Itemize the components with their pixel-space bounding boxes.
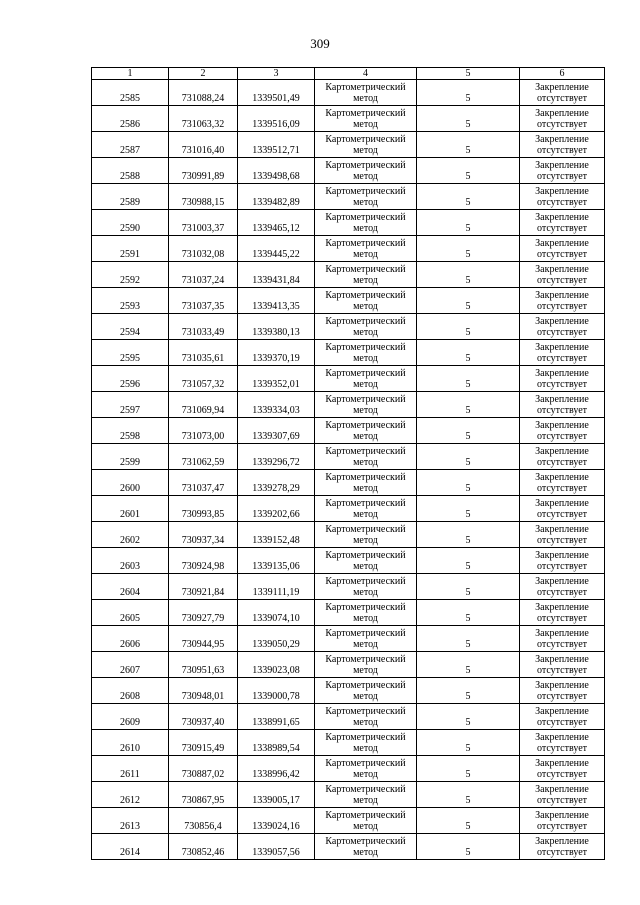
y-coordinate-cell: 1339334,03 bbox=[238, 392, 315, 418]
y-coordinate-cell: 1339024,16 bbox=[238, 808, 315, 834]
fixing-cell: Закрепление отсутствует bbox=[520, 184, 605, 210]
point-number-cell: 2600 bbox=[92, 470, 169, 496]
table-row bbox=[92, 704, 605, 730]
x-coordinate-cell: 731003,37 bbox=[169, 210, 238, 236]
x-coordinate-cell: 731063,32 bbox=[169, 106, 238, 132]
y-coordinate-cell: 1339152,48 bbox=[238, 522, 315, 548]
point-number-cell: 2593 bbox=[92, 288, 169, 314]
table-header-row bbox=[92, 68, 605, 80]
fixing-cell: Закрепление отсутствует bbox=[520, 574, 605, 600]
table-row bbox=[92, 444, 605, 470]
accuracy-cell: 5 bbox=[417, 600, 520, 626]
fixing-cell: Закрепление отсутствует bbox=[520, 808, 605, 834]
x-coordinate-cell: 730927,79 bbox=[169, 600, 238, 626]
x-coordinate-cell: 731033,49 bbox=[169, 314, 238, 340]
accuracy-cell: 5 bbox=[417, 756, 520, 782]
y-coordinate-cell: 1339370,19 bbox=[238, 340, 315, 366]
accuracy-cell: 5 bbox=[417, 574, 520, 600]
y-coordinate-cell: 1339352,01 bbox=[238, 366, 315, 392]
point-number-cell: 2595 bbox=[92, 340, 169, 366]
y-coordinate-cell: 1338989,54 bbox=[238, 730, 315, 756]
fixing-cell: Закрепление отсутствует bbox=[520, 444, 605, 470]
y-coordinate-cell: 1339023,08 bbox=[238, 652, 315, 678]
point-number-cell: 2614 bbox=[92, 834, 169, 860]
method-cell: Картометрический метод bbox=[315, 366, 417, 392]
point-number-cell: 2608 bbox=[92, 678, 169, 704]
column-header: 1 bbox=[92, 68, 169, 80]
fixing-cell: Закрепление отсутствует bbox=[520, 834, 605, 860]
y-coordinate-cell: 1339465,12 bbox=[238, 210, 315, 236]
y-coordinate-cell: 1338991,65 bbox=[238, 704, 315, 730]
fixing-cell: Закрепление отсутствует bbox=[520, 678, 605, 704]
point-number-cell: 2588 bbox=[92, 158, 169, 184]
method-cell: Картометрический метод bbox=[315, 210, 417, 236]
method-cell: Картометрический метод bbox=[315, 782, 417, 808]
column-header: 2 bbox=[169, 68, 238, 80]
table-row bbox=[92, 236, 605, 262]
point-number-cell: 2613 bbox=[92, 808, 169, 834]
x-coordinate-cell: 730988,15 bbox=[169, 184, 238, 210]
fixing-cell: Закрепление отсутствует bbox=[520, 782, 605, 808]
point-number-cell: 2598 bbox=[92, 418, 169, 444]
fixing-cell: Закрепление отсутствует bbox=[520, 158, 605, 184]
x-coordinate-cell: 730921,84 bbox=[169, 574, 238, 600]
table-row bbox=[92, 210, 605, 236]
fixing-cell: Закрепление отсутствует bbox=[520, 314, 605, 340]
method-cell: Картометрический метод bbox=[315, 184, 417, 210]
accuracy-cell: 5 bbox=[417, 678, 520, 704]
accuracy-cell: 5 bbox=[417, 418, 520, 444]
fixing-cell: Закрепление отсутствует bbox=[520, 418, 605, 444]
accuracy-cell: 5 bbox=[417, 184, 520, 210]
x-coordinate-cell: 731062,59 bbox=[169, 444, 238, 470]
y-coordinate-cell: 1339057,56 bbox=[238, 834, 315, 860]
accuracy-cell: 5 bbox=[417, 834, 520, 860]
accuracy-cell: 5 bbox=[417, 496, 520, 522]
table-row bbox=[92, 132, 605, 158]
point-number-cell: 2605 bbox=[92, 600, 169, 626]
column-header: 6 bbox=[520, 68, 605, 80]
y-coordinate-cell: 1339516,09 bbox=[238, 106, 315, 132]
accuracy-cell: 5 bbox=[417, 782, 520, 808]
x-coordinate-cell: 730991,89 bbox=[169, 158, 238, 184]
x-coordinate-cell: 731037,24 bbox=[169, 262, 238, 288]
x-coordinate-cell: 731037,35 bbox=[169, 288, 238, 314]
fixing-cell: Закрепление отсутствует bbox=[520, 470, 605, 496]
fixing-cell: Закрепление отсутствует bbox=[520, 366, 605, 392]
y-coordinate-cell: 1339135,06 bbox=[238, 548, 315, 574]
fixing-cell: Закрепление отсутствует bbox=[520, 756, 605, 782]
accuracy-cell: 5 bbox=[417, 730, 520, 756]
accuracy-cell: 5 bbox=[417, 210, 520, 236]
table-row bbox=[92, 522, 605, 548]
point-number-cell: 2612 bbox=[92, 782, 169, 808]
y-coordinate-cell: 1339307,69 bbox=[238, 418, 315, 444]
point-number-cell: 2606 bbox=[92, 626, 169, 652]
point-number-cell: 2602 bbox=[92, 522, 169, 548]
method-cell: Картометрический метод bbox=[315, 392, 417, 418]
method-cell: Картометрический метод bbox=[315, 522, 417, 548]
table-row bbox=[92, 80, 605, 106]
table-row bbox=[92, 834, 605, 860]
point-number-cell: 2590 bbox=[92, 210, 169, 236]
page-number: 309 bbox=[310, 36, 330, 51]
point-number-cell: 2603 bbox=[92, 548, 169, 574]
method-cell: Картометрический метод bbox=[315, 834, 417, 860]
y-coordinate-cell: 1339445,22 bbox=[238, 236, 315, 262]
y-coordinate-cell: 1339050,29 bbox=[238, 626, 315, 652]
table-row bbox=[92, 600, 605, 626]
table-row bbox=[92, 652, 605, 678]
table-row bbox=[92, 340, 605, 366]
point-number-cell: 2591 bbox=[92, 236, 169, 262]
method-cell: Картометрический метод bbox=[315, 574, 417, 600]
y-coordinate-cell: 1339431,84 bbox=[238, 262, 315, 288]
table-row bbox=[92, 366, 605, 392]
accuracy-cell: 5 bbox=[417, 652, 520, 678]
y-coordinate-cell: 1339202,66 bbox=[238, 496, 315, 522]
method-cell: Картометрический метод bbox=[315, 418, 417, 444]
y-coordinate-cell: 1339482,89 bbox=[238, 184, 315, 210]
y-coordinate-cell: 1339380,13 bbox=[238, 314, 315, 340]
point-number-cell: 2604 bbox=[92, 574, 169, 600]
method-cell: Картометрический метод bbox=[315, 106, 417, 132]
table-row bbox=[92, 392, 605, 418]
point-number-cell: 2597 bbox=[92, 392, 169, 418]
accuracy-cell: 5 bbox=[417, 158, 520, 184]
accuracy-cell: 5 bbox=[417, 392, 520, 418]
accuracy-cell: 5 bbox=[417, 626, 520, 652]
y-coordinate-cell: 1339512,71 bbox=[238, 132, 315, 158]
point-number-cell: 2596 bbox=[92, 366, 169, 392]
x-coordinate-cell: 731032,08 bbox=[169, 236, 238, 262]
x-coordinate-cell: 730951,63 bbox=[169, 652, 238, 678]
x-coordinate-cell: 731037,47 bbox=[169, 470, 238, 496]
x-coordinate-cell: 730937,40 bbox=[169, 704, 238, 730]
accuracy-cell: 5 bbox=[417, 366, 520, 392]
method-cell: Картометрический метод bbox=[315, 704, 417, 730]
fixing-cell: Закрепление отсутствует bbox=[520, 730, 605, 756]
point-number-cell: 2609 bbox=[92, 704, 169, 730]
point-number-cell: 2587 bbox=[92, 132, 169, 158]
x-coordinate-cell: 730944,95 bbox=[169, 626, 238, 652]
accuracy-cell: 5 bbox=[417, 132, 520, 158]
y-coordinate-cell: 1339498,68 bbox=[238, 158, 315, 184]
column-header: 4 bbox=[315, 68, 417, 80]
x-coordinate-cell: 730924,98 bbox=[169, 548, 238, 574]
accuracy-cell: 5 bbox=[417, 704, 520, 730]
x-coordinate-cell: 731035,61 bbox=[169, 340, 238, 366]
accuracy-cell: 5 bbox=[417, 314, 520, 340]
method-cell: Картометрический метод bbox=[315, 652, 417, 678]
method-cell: Картометрический метод bbox=[315, 808, 417, 834]
fixing-cell: Закрепление отсутствует bbox=[520, 288, 605, 314]
accuracy-cell: 5 bbox=[417, 288, 520, 314]
column-header: 5 bbox=[417, 68, 520, 80]
x-coordinate-cell: 730993,85 bbox=[169, 496, 238, 522]
accuracy-cell: 5 bbox=[417, 262, 520, 288]
fixing-cell: Закрепление отсутствует bbox=[520, 392, 605, 418]
x-coordinate-cell: 730937,34 bbox=[169, 522, 238, 548]
table-row bbox=[92, 184, 605, 210]
fixing-cell: Закрепление отсутствует bbox=[520, 210, 605, 236]
table-row bbox=[92, 418, 605, 444]
accuracy-cell: 5 bbox=[417, 522, 520, 548]
y-coordinate-cell: 1339000,78 bbox=[238, 678, 315, 704]
x-coordinate-cell: 731069,94 bbox=[169, 392, 238, 418]
fixing-cell: Закрепление отсутствует bbox=[520, 80, 605, 106]
y-coordinate-cell: 1338996,42 bbox=[238, 756, 315, 782]
table-body bbox=[92, 80, 605, 860]
accuracy-cell: 5 bbox=[417, 444, 520, 470]
table-row bbox=[92, 288, 605, 314]
x-coordinate-cell: 731057,32 bbox=[169, 366, 238, 392]
fixing-cell: Закрепление отсутствует bbox=[520, 522, 605, 548]
table-row bbox=[92, 470, 605, 496]
x-coordinate-cell: 730887,02 bbox=[169, 756, 238, 782]
table-row bbox=[92, 756, 605, 782]
point-number-cell: 2585 bbox=[92, 80, 169, 106]
method-cell: Картометрический метод bbox=[315, 236, 417, 262]
table-row bbox=[92, 158, 605, 184]
method-cell: Картометрический метод bbox=[315, 314, 417, 340]
x-coordinate-cell: 731073,00 bbox=[169, 418, 238, 444]
method-cell: Картометрический метод bbox=[315, 678, 417, 704]
fixing-cell: Закрепление отсутствует bbox=[520, 626, 605, 652]
method-cell: Картометрический метод bbox=[315, 444, 417, 470]
accuracy-cell: 5 bbox=[417, 340, 520, 366]
accuracy-cell: 5 bbox=[417, 106, 520, 132]
method-cell: Картометрический метод bbox=[315, 496, 417, 522]
table-row bbox=[92, 314, 605, 340]
y-coordinate-cell: 1339111,19 bbox=[238, 574, 315, 600]
table-row bbox=[92, 782, 605, 808]
method-cell: Картометрический метод bbox=[315, 340, 417, 366]
point-number-cell: 2586 bbox=[92, 106, 169, 132]
method-cell: Картометрический метод bbox=[315, 626, 417, 652]
accuracy-cell: 5 bbox=[417, 80, 520, 106]
table-row bbox=[92, 496, 605, 522]
table-row bbox=[92, 626, 605, 652]
fixing-cell: Закрепление отсутствует bbox=[520, 548, 605, 574]
method-cell: Картометрический метод bbox=[315, 600, 417, 626]
table-row bbox=[92, 548, 605, 574]
y-coordinate-cell: 1339296,72 bbox=[238, 444, 315, 470]
point-number-cell: 2607 bbox=[92, 652, 169, 678]
y-coordinate-cell: 1339413,35 bbox=[238, 288, 315, 314]
point-number-cell: 2601 bbox=[92, 496, 169, 522]
fixing-cell: Закрепление отсутствует bbox=[520, 106, 605, 132]
coordinates-table bbox=[91, 67, 605, 860]
method-cell: Картометрический метод bbox=[315, 158, 417, 184]
point-number-cell: 2592 bbox=[92, 262, 169, 288]
point-number-cell: 2610 bbox=[92, 730, 169, 756]
method-cell: Картометрический метод bbox=[315, 470, 417, 496]
method-cell: Картометрический метод bbox=[315, 80, 417, 106]
y-coordinate-cell: 1339074,10 bbox=[238, 600, 315, 626]
x-coordinate-cell: 731088,24 bbox=[169, 80, 238, 106]
fixing-cell: Закрепление отсутствует bbox=[520, 600, 605, 626]
method-cell: Картометрический метод bbox=[315, 262, 417, 288]
method-cell: Картометрический метод bbox=[315, 288, 417, 314]
x-coordinate-cell: 730948,01 bbox=[169, 678, 238, 704]
table-row bbox=[92, 262, 605, 288]
method-cell: Картометрический метод bbox=[315, 730, 417, 756]
x-coordinate-cell: 730867,95 bbox=[169, 782, 238, 808]
point-number-cell: 2599 bbox=[92, 444, 169, 470]
table-row bbox=[92, 730, 605, 756]
accuracy-cell: 5 bbox=[417, 548, 520, 574]
accuracy-cell: 5 bbox=[417, 236, 520, 262]
table-row bbox=[92, 106, 605, 132]
table-row bbox=[92, 808, 605, 834]
point-number-cell: 2611 bbox=[92, 756, 169, 782]
fixing-cell: Закрепление отсутствует bbox=[520, 262, 605, 288]
accuracy-cell: 5 bbox=[417, 808, 520, 834]
x-coordinate-cell: 730915,49 bbox=[169, 730, 238, 756]
fixing-cell: Закрепление отсутствует bbox=[520, 132, 605, 158]
y-coordinate-cell: 1339278,29 bbox=[238, 470, 315, 496]
fixing-cell: Закрепление отсутствует bbox=[520, 236, 605, 262]
column-header: 3 bbox=[238, 68, 315, 80]
y-coordinate-cell: 1339501,49 bbox=[238, 80, 315, 106]
point-number-cell: 2589 bbox=[92, 184, 169, 210]
method-cell: Картометрический метод bbox=[315, 548, 417, 574]
fixing-cell: Закрепление отсутствует bbox=[520, 704, 605, 730]
y-coordinate-cell: 1339005,17 bbox=[238, 782, 315, 808]
fixing-cell: Закрепление отсутствует bbox=[520, 340, 605, 366]
fixing-cell: Закрепление отсутствует bbox=[520, 496, 605, 522]
x-coordinate-cell: 730856,4 bbox=[169, 808, 238, 834]
x-coordinate-cell: 730852,46 bbox=[169, 834, 238, 860]
method-cell: Картометрический метод bbox=[315, 756, 417, 782]
table-row bbox=[92, 678, 605, 704]
fixing-cell: Закрепление отсутствует bbox=[520, 652, 605, 678]
accuracy-cell: 5 bbox=[417, 470, 520, 496]
method-cell: Картометрический метод bbox=[315, 132, 417, 158]
x-coordinate-cell: 731016,40 bbox=[169, 132, 238, 158]
table-row bbox=[92, 574, 605, 600]
point-number-cell: 2594 bbox=[92, 314, 169, 340]
